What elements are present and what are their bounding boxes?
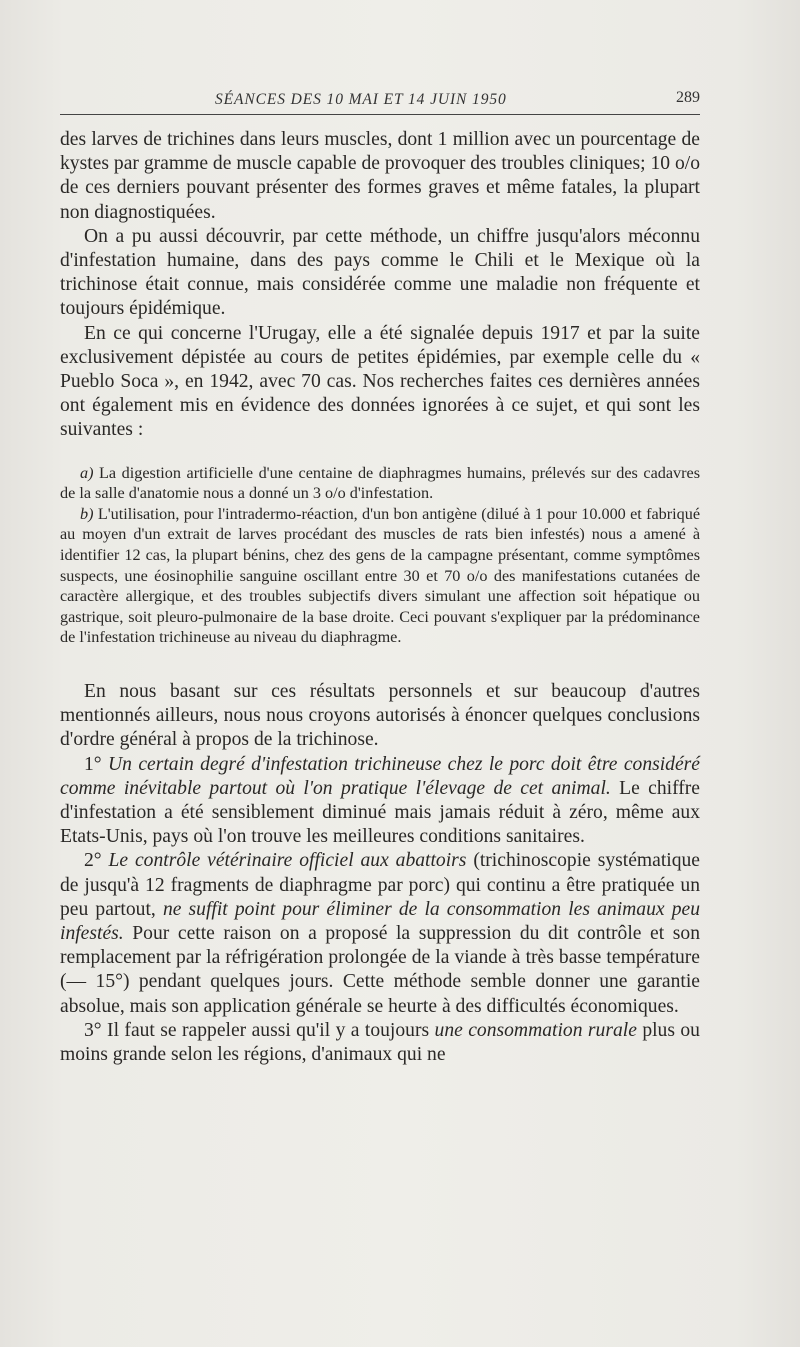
conclusion-2-emphasis: Le contrôle vétérinaire officiel aux abattoirs [108, 850, 467, 872]
paragraph-1: des larves de trichines dans leurs muscles, dont 1 million avec un pourcentage de kystes par gramme de muscle capable de provoquer des troubles cliniques; 10 o/o de ces derniers pouvant présenter des formes graves et même fatales, la plupart non diagnostiquées. [60, 129, 700, 223]
conclusion-2-emphasis-b: ne suffit point pour éliminer de la consommation les animaux peu infestés. [60, 898, 700, 945]
finding-a-marker: a) [80, 463, 94, 482]
running-title: SÉANCES DES 10 MAI ET 14 JUIN 1950 [215, 91, 507, 108]
paragraph-3: En ce qui concerne l'Urugay, elle a été signalée depuis 1917 et par la suite exclusivement dépistée au cours de petites épidémies, par exemple celle du « Pueblo Soca », en 1942, avec 70 cas. Nos recherches faites ces dernières années ont également mis en évidence des données ignorées à ce sujet, et qui sont les suivantes : [60, 322, 700, 441]
page-number: 289 [676, 89, 700, 106]
findings-list [60, 463, 700, 648]
finding-a [60, 463, 700, 504]
conclusion-1 [60, 753, 700, 850]
conclusion-2-number: 2° [84, 850, 102, 872]
finding-b-marker: b) [80, 504, 94, 523]
conclusion-3-text-a: Il faut se rappeler aussi qu'il y a toujours [107, 1019, 430, 1041]
conclusion-2 [60, 849, 700, 1018]
conclusion-1-emphasis: Un certain degré d'infestation trichineuse chez le porc doit être considéré comme inévitable partout où l'on pratique l'élevage de cet animal. [60, 753, 701, 799]
conclusion-2-text-b: Pour cette raison on a proposé la suppression du dit contrôle et son remplacement par la réfrigération prolongée de la viande à très basse température (— 15°) pendant quelques jours. Cette méthode semble donner une garantie absolue, mais son application générale se heurte à des difficultés économiques. [60, 923, 700, 1017]
conclusion-3-text-b: plus ou moins grande selon les régions, d'animaux qui ne [60, 1019, 700, 1066]
conclusion-1-text: Le chiffre d'infestation a été sensiblement diminué mais jamais réduit à zéro, même aux Etats-Unis, pays où l'on trouve les meilleures conditions sanitaires. [60, 777, 700, 848]
finding-a-text: La digestion artificielle d'une centaine de diaphragmes humains, prélevés sur des cadavres de la salle d'anatomie nous a donné un 3 o/o d'infestation. [60, 463, 701, 503]
finding-b-text: L'utilisation, pour l'intradermo-réaction, d'un bon antigène (dilué à 1 pour 10.000 et fabriqué au moyen d'un extrait de larves procédant des muscles de rats bien infestés) nous a amené à identifier 12 cas, la plupart bénins, chez des gens de la campagne présentant, comme symptômes suspects, une éosinophilie sanguine oscillant entre 30 et 70 o/o des manifestations cutanées de caractère allergique, et des troubles subjectifs divers simulant une affection soit hépatique ou gastrique, soit pleuro-pulmonaire de la base droite. Ceci pouvant s'expliquer par la prédominance de l'infestation trichineuse au niveau du diaphragme. [60, 504, 701, 647]
conclusion-3 [60, 1019, 700, 1067]
header-rule [60, 114, 700, 115]
conclusion-2-text-a: (trichinoscopie systématique de jusqu'à 12 fragments de diaphragme par porc) qui continu a être pratiquée un peu partout, [60, 850, 701, 920]
conclusion-1-number: 1° [84, 753, 102, 775]
conclusion-3-emphasis: une consommation rurale [434, 1019, 637, 1041]
finding-b [60, 504, 700, 648]
conclusions-intro: En nous basant sur ces résultats personnels et sur beaucoup d'autres mentionnés ailleurs, nous nous croyons autorisés à énoncer quelques conclusions d'ordre général à propos de la trichinose. [60, 680, 700, 751]
conclusion-3-number: 3° [84, 1019, 102, 1041]
page-header [60, 87, 700, 117]
page-body [60, 128, 700, 1067]
paragraph-2: On a pu aussi découvrir, par cette méthode, un chiffre jusqu'alors méconnu d'infestation humaine, dans des pays comme le Chili et le Mexique où la trichinose était connue, mais considérée comme une maladie non fréquente et toujours épidémique. [60, 225, 700, 320]
